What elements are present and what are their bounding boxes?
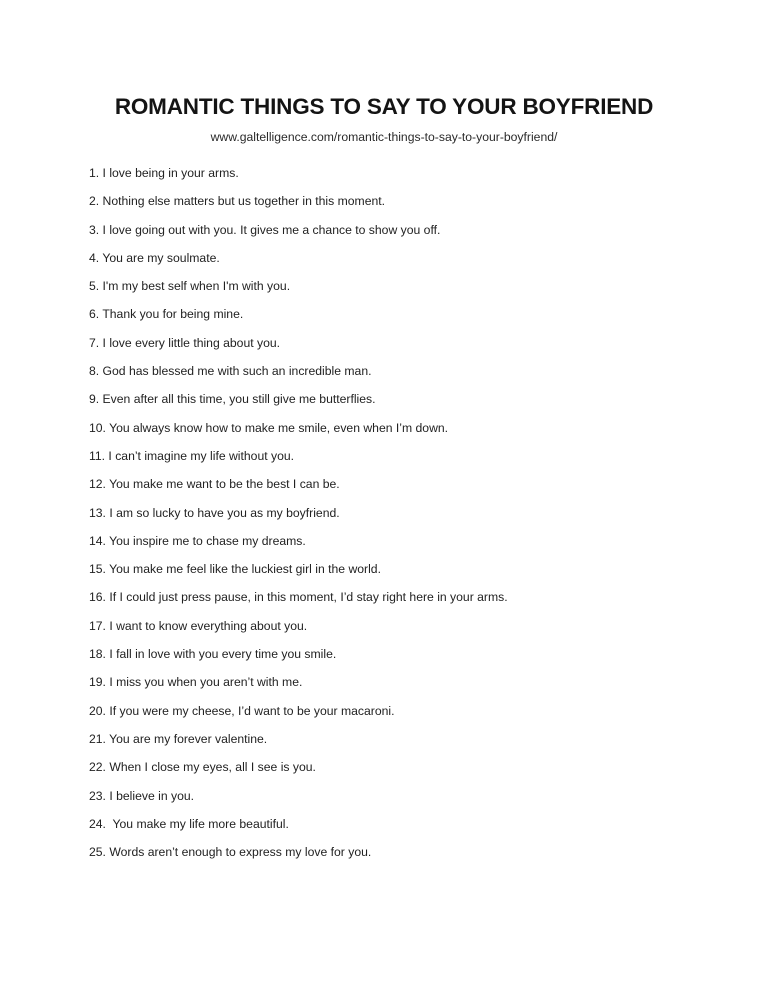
list-item: 25. Words aren’t enough to express my love for you. xyxy=(89,845,372,860)
list-item: 22. When I close my eyes, all I see is you. xyxy=(89,760,316,775)
list-item: 11. I can’t imagine my life without you. xyxy=(89,448,295,463)
document-title: ROMANTIC THINGS TO SAY TO YOUR BOYFRIEND xyxy=(114,94,654,119)
list-item: 23. I believe in you. xyxy=(89,788,195,803)
phrase-list xyxy=(89,164,508,871)
list-item: 2. Nothing else matters but us together in this moment. xyxy=(89,194,386,209)
list-item: 14. You inspire me to chase my dreams. xyxy=(89,533,306,548)
list-item: 15. You make me feel like the luckiest girl in the world. xyxy=(89,562,381,577)
list-item: 17. I want to know everything about you. xyxy=(89,618,308,633)
list-item: 7. I love every little thing about you. xyxy=(89,335,281,350)
list-item: 3. I love going out with you. It gives me a chance to show you off. xyxy=(89,222,441,237)
list-item: 6. Thank you for being mine. xyxy=(89,307,244,322)
list-item: 24. You make my life more beautiful. xyxy=(89,816,289,831)
list-item: 9. Even after all this time, you still give me butterflies. xyxy=(89,392,376,407)
list-item: 8. God has blessed me with such an incredible man. xyxy=(89,364,372,379)
list-item: 18. I fall in love with you every time you smile. xyxy=(89,647,337,662)
list-item: 16. If I could just press pause, in this moment, I’d stay right here in your arms. xyxy=(89,590,508,605)
list-item: 4. You are my soulmate. xyxy=(89,250,220,265)
list-item: 20. If you were my cheese, I’d want to be your macaroni. xyxy=(89,703,395,718)
list-item: 12. You make me want to be the best I can be. xyxy=(89,477,340,492)
list-item: 5. I'm my best self when I'm with you. xyxy=(89,279,291,294)
list-item: 1. I love being in your arms. xyxy=(89,166,239,180)
source-url: www.galtelligence.com/romantic-things-to-say-to-your-boyfriend/ xyxy=(210,130,558,144)
list-item: 10. You always know how to make me smile, even when I’m down. xyxy=(89,420,449,435)
list-item: 21. You are my forever valentine. xyxy=(89,731,268,746)
list-item: 19. I miss you when you aren’t with me. xyxy=(89,675,303,690)
list-item: 13. I am so lucky to have you as my boyfriend. xyxy=(89,505,340,520)
